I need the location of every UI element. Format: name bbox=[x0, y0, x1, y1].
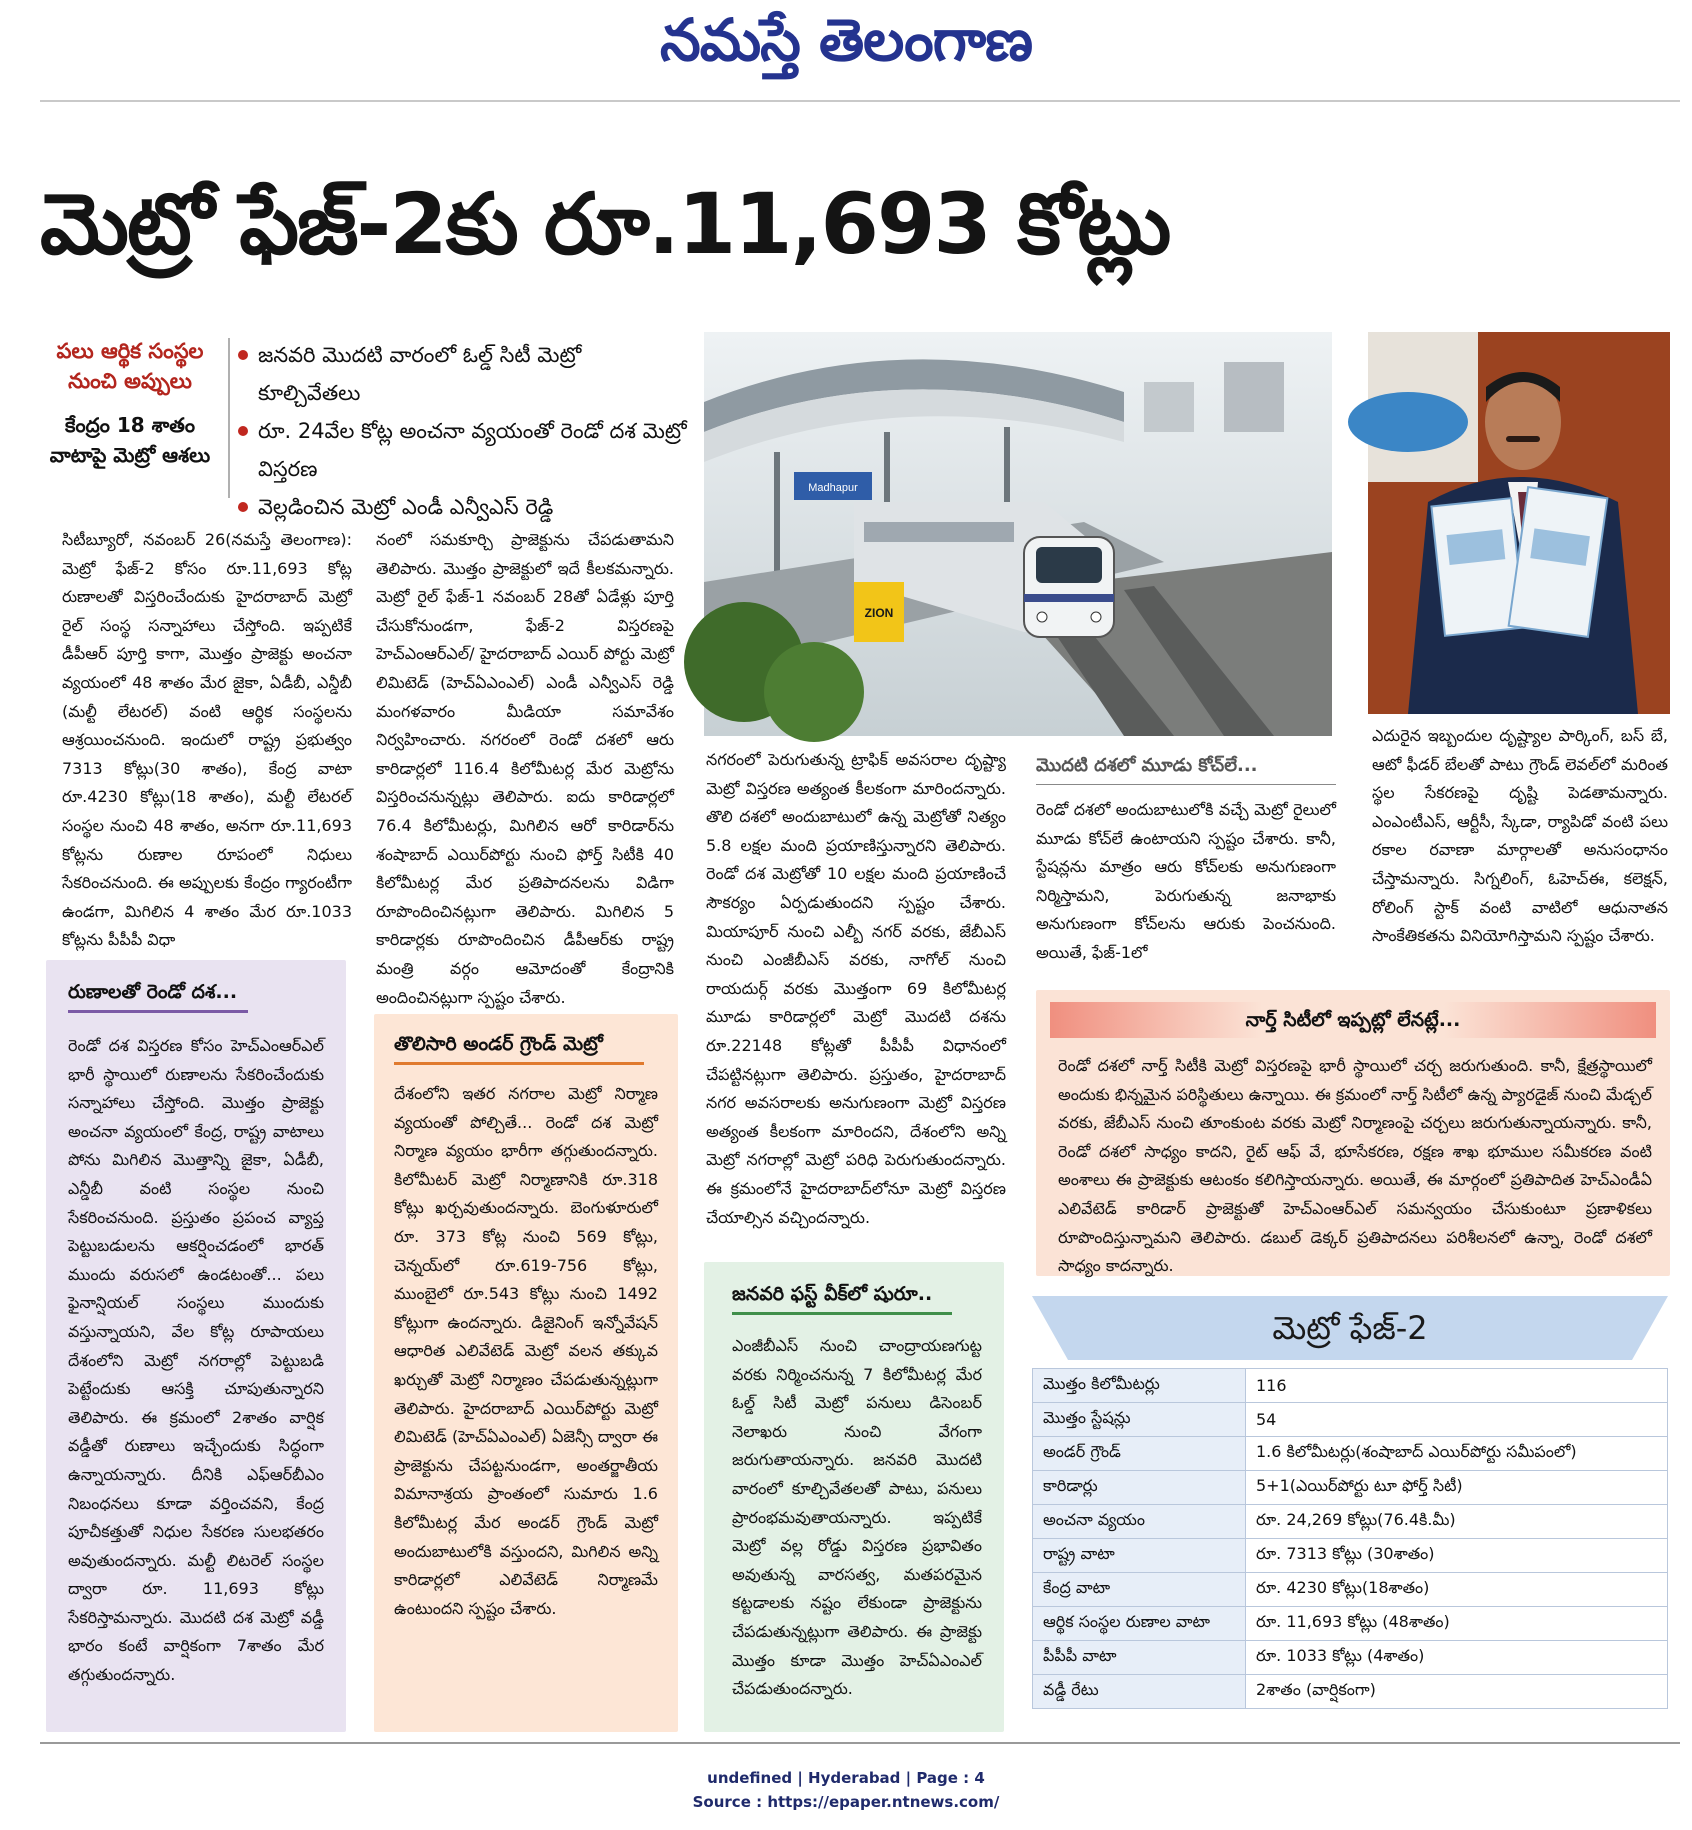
kicker: పలు ఆర్థిక సంస్థల నుంచి అప్పులు bbox=[56, 339, 204, 393]
phase2-table bbox=[1032, 1368, 1668, 1709]
footer-source: Source : https://epaper.ntnews.com/ bbox=[692, 1793, 1000, 1811]
bullet-item: జనవరి మొదటి వారంలో ఓల్డ్ సిటీ మెట్రో కూల్చివేతలు bbox=[238, 336, 688, 412]
metro-train-photo bbox=[704, 332, 1332, 736]
kicker-block bbox=[40, 336, 220, 470]
portrait-caption: ఎదురైన ఇబ్బందుల దృష్ట్యాల పార్కింగ్, బస్ బే, ఆటో ఫీడర్ బేలతో పాటు గ్రౌండ్ లెవల్‌లో మరింత స్థల సేకరణపై దృష్టి పెడతామన్నారు. ఎంఎంటీఎస్, ఆర్టీసీ, స్కేడా, ర్యాపిడో వంటి పలు రకాల రవాణా మార్గాలతో అనుసంధానం చేస్తామన్నారు. సిగ్నలింగ్, ఓహెచ్ఈ, కలెక్షన్, రోలింగ్ స్టాక్ వంటి వాటిలో ఆధునాతన సాంకేతికతను వినియోగిస్తామని స్పష్టం చేశారు. bbox=[1372, 726, 1668, 946]
portrait-image bbox=[1368, 332, 1670, 714]
bullet-dot-icon bbox=[238, 426, 248, 436]
january-box bbox=[704, 1262, 1004, 1732]
table-row: ఆర్థిక సంస్థల రుణాల వాటా రూ. 11,693 కోట్లు (48శాతం) bbox=[1033, 1607, 1668, 1641]
masthead-divider bbox=[40, 100, 1680, 102]
table-row: వడ్డీ రేటు 2శాతం (వార్షికంగా) bbox=[1033, 1675, 1668, 1709]
underground-box-title: తొలిసారి అండర్ గ్రౌండ్ మెట్రో bbox=[394, 1033, 603, 1055]
underground-box bbox=[374, 1014, 678, 1732]
bullet-dot-icon bbox=[238, 502, 248, 512]
footer-page-info: undefined | Hyderabad | Page : 4 bbox=[707, 1769, 985, 1787]
metro-train-image bbox=[704, 332, 1332, 736]
table-row: కేంద్ర వాటా రూ. 4230 కోట్లు(18శాతం) bbox=[1033, 1573, 1668, 1607]
masthead-logo: నమస్తే తెలంగాణ bbox=[660, 6, 1032, 74]
body-column-3: నగరంలో పెరుగుతున్న ట్రాఫిక్ అవసరాల దృష్ట్యా మెట్రో విస్తరణ అత్యంత కీలకంగా మారిందన్నారు. తొలి దశలో అందుబాటులో ఉన్న మెట్రోతో నిత్యం 5.8 లక్షల మంది ప్రయాణిస్తున్నారని తెలిపారు. రెండో దశ మెట్రోతో 10 లక్షల మంది ప్రయాణించే సౌకర్యం ఏర్పడుతుందని స్పష్టం చేశారు. మియాపూర్ నుంచి ఎల్బీ నగర్ వరకు, జేబీఎస్ నుంచి ఎంజీబీఎస్ వరకు, నాగోల్ నుంచి రాయదుర్గ్ వరకు మొత్తంగా 69 కిలోమీటర్ల మూడు కారిడార్లలో మెట్రో మొదటి దశను రూ.22148 కోట్లతో పీపీపీ విధానంలో చేపట్టినట్లుగా తెలిపారు. ప్రస్తుతం, హైదరాబాద్ నగర అవసరాలకు అనుగుణంగా మెట్రో విస్తరణ అత్యంత కీలకంగా మారిందని, దేశంలోని అన్ని మెట్రో నగరాల్లో మెట్రో పరిధి పెరుగుతుందన్నారు. ఈ క్రమంలోనే హైదరాబాద్‌లోనూ మెట్రో విస్తరణ చేయాల్సిన వచ్చిందన్నారు. bbox=[706, 750, 1006, 1227]
bullet-dot-icon bbox=[238, 350, 248, 360]
loans-box-underline bbox=[68, 1010, 248, 1013]
north-city-box-text: రెండో దశలో నార్త్ సిటీకి మెట్రో విస్తరణపై భారీ స్థాయిలో చర్చ జరుగుతుంది. కానీ, క్షేత్రస్థాయిలో అందుకు భిన్నమైన పరిస్థితులు ఉన్నాయి. ఈ క్రమంలో నార్త్ సిటీలో ఉన్న ప్యారడైజ్ నుంచి మేడ్చల్ వరకు, జేబీఎస్ నుంచి తూంకుంట వరకు మెట్రో నిర్మాణంపై చర్చలు జరుగుతున్నాయన్నారు. కానీ, రెండో దశలో సాధ్యం కాదని, రైట్ ఆఫ్ వే, భూసేకరణ, రక్షణ శాఖ భూముల సమీకరణ వంటి అంశాలు ఈ ప్రాజెక్టుకు ఆటంకం కలిగిస్తాయన్నారు. అయితే, ఈ మార్గంలో ప్రతిపాదిత హెచ్ఎండీఏ ఎలివేటెడ్ కారిడార్ ప్రాజెక్టుతో హెచ్ఎంఆర్ఎల్ సమన్వయం చేసుకుంటూ ప్రణాళికలు రూపొందిస్తున్నామని తెలిపారు. డబుల్ డెక్కర్ ప్రతిపాదనలు పరిశీలనలో ఉన్నా, రెండో దశలో సాధ్యం కాదన్నారు. bbox=[1058, 1056, 1652, 1276]
headline: మెట్రో ఫేజ్-2కు రూ.11,693 కోట్లు bbox=[40, 175, 1170, 273]
body-column-2: నంలో సమకూర్చి ప్రాజెక్టును చేపడుతామని తెలిపారు. మొత్తం ప్రాజెక్టులో ఇదే కీలకమన్నారు. మెట్రో రైల్ ఫేజ్-1 నవంబర్ 28తో ఏడేళ్లు పూర్తి చేసుకోనుండగా, ఫేజ్-2 విస్తరణపై హెచ్ఎంఆర్ఎల్/ హైదరాబాద్ ఎయిర్ పోర్టు మెట్రో లిమిటెడ్ (హెచ్ఏఎంఎల్) ఎండీ ఎన్వీఎస్ రెడ్డి మంగళవారం మీడియా సమావేశం నిర్వహించారు. నగరంలో రెండో దశలో ఆరు కారిడార్లలో 116.4 కిలోమీటర్ల మేర మెట్రోను విస్తరించనున్నట్లు తెలిపారు. ఐదు కారిడార్లలో 76.4 కిలోమీటర్లు, మిగిలిన ఆరో కారిడార్‌ను శంషాబాద్ ఎయిర్‌పోర్టు నుంచి ఫోర్త్ సిటీకి 40 కిలోమీటర్ల మేర ప్రతిపాదనలను విడిగా రూపొందించినట్లుగా తెలిపారు. మిగిలిన 5 కారిడార్లకు రూపొందించిన డీపీఆర్‌కు రాష్ట్ర మంత్రి వర్గం ఆమోదంతో కేంద్రానికి అందించినట్లుగా స్పష్టం చేశారు. bbox=[376, 530, 674, 1007]
md-portrait-photo bbox=[1368, 332, 1670, 714]
station-sign-label: Madhapur bbox=[808, 482, 858, 494]
footer-divider bbox=[40, 1742, 1680, 1744]
table-row: అండర్ గ్రౌండ్ 1.6 కిలోమీటర్లు(శంషాబాద్ ఎయిర్‌పోర్టు సమీపంలో) bbox=[1033, 1437, 1668, 1471]
loans-box-title: రుణాలతో రెండో దశ... bbox=[68, 981, 238, 1003]
table-row: మొత్తం కిలోమీటర్లు 116 bbox=[1033, 1369, 1668, 1403]
table-row: మొత్తం స్టేషన్లు 54 bbox=[1033, 1403, 1668, 1437]
underground-box-text: దేశంలోని ఇతర నగరాల మెట్రో నిర్మాణ వ్యయంతో పోల్చితే... రెండో దశ మెట్రో నిర్మాణ వ్యయం భారీగా తగ్గుతుందన్నారు. కిలోమీటర్ మెట్రో నిర్మాణానికి రూ.318 కోట్లు ఖర్చవుతుందన్నారు. బెంగుళూరులో రూ. 373 కోట్ల నుంచి 569 కోట్లు, చెన్నయ్‌లో రూ.619-756 కోట్లు, ముంబైలో రూ.543 కోట్లు నుంచి 1492 కోట్లుగా ఉందన్నారు. డిజైనింగ్ ఇన్నోవేషన్ ఆధారిత ఎలివేటెడ్ మెట్రో వలన తక్కువ ఖర్చుతో మెట్రో నిర్మాణం చేపడుతున్నట్లుగా తెలిపారు. హైదరాబాద్ ఎయిర్‌పోర్టు మెట్రో లిమిటెడ్ (హెచ్ఏఎంఎల్) ఏజెన్సీ ద్వారా ఈ ప్రాజెక్టును చేపట్టనుండగా, అంతర్జాతీయ విమానాశ్రయ ప్రాంతంలో సుమారు 1.6 కిలోమీటర్ల మేర అండర్ గ్రౌండ్ మెట్రో అందుబాటులోకి వస్తుందని, మిగిలిన అన్ని కారిడార్లలో ఎలివేటెడ్ నిర్మాణమే ఉంటుందని స్పష్టం చేశారు. bbox=[394, 1084, 658, 1618]
coach-text: రెండో దశలో అందుబాటులోకి వచ్చే మెట్రో రైలులో మూడు కోచ్‌లే ఉంటాయని స్పష్టం చేశారు. కానీ, స్టేషన్లను మాత్రం ఆరు కోచ్‌లకు అనుగుణంగా నిర్మిస్తామని, పెరుగుతున్న జనాభాకు అనుగుణంగా కోచ్‌లను ఆరుకు పెంచనుంది. అయితే, ఫేజ్-1లో bbox=[1036, 800, 1336, 962]
bullet-item: వెల్లడించిన మెట్రో ఎండీ ఎన్వీఎస్ రెడ్డి bbox=[238, 488, 688, 526]
loans-box-text: రెండో దశ విస్తరణ కోసం హెచ్ఎంఆర్ఎల్ భారీ స్థాయిలో రుణాలను సేకరించేందుకు సన్నాహాలు చేస్తోంది. మొత్తం ప్రాజెక్టు అంచనా వ్యయంలో కేంద్ర, రాష్ట్ర వాటాలు పోను మిగిలిన మొత్తాన్ని జైకా, ఏడీబీ, ఎన్డీబీ వంటి సంస్థల నుంచి సేకరించనుంది. ప్రస్తుతం ప్రపంచ వ్యాప్త పెట్టుబడులను ఆకర్షించడంలో భారత్ ముందు వరుసలో ఉండటంతో... పలు ఫైనాన్షియల్ సంస్థలు ముందుకు వస్తున్నాయని, వేల కోట్ల రూపాయలు దేశంలోని మెట్రో నగరాల్లో పెట్టుబడి పెట్టేందుకు ఆసక్తి చూపుతున్నారని తెలిపారు. ఈ క్రమంలో 2శాతం వార్షిక వడ్డీతో రుణాలు ఇచ్చేందుకు సిద్ధంగా ఉన్నాయన్నారు. దీనికి ఎఫ్ఆర్‌బీఎం నిబంధనలు కూడా వర్తించవని, కేంద్ర పూచీకత్తుతో నిధుల సేకరణ సులభతరం అవుతుందన్నారు. మల్టీ లిటరెల్ సంస్థల ద్వారా రూ. 11,693 కోట్లు సేకరిస్తామన్నారు. మొదటి దశ మెట్రో వడ్డీ భారం కంటే వార్షికంగా 7శాతం మేర తగ్గుతుందన్నారు. bbox=[68, 1036, 324, 1685]
underground-box-underline bbox=[394, 1062, 644, 1065]
north-city-box bbox=[1036, 990, 1670, 1276]
table-row: కారిడార్లు 5+1(ఎయిర్‌పోర్టు టూ ఫోర్త్ సిటీ) bbox=[1033, 1471, 1668, 1505]
table-row: అంచనా వ్యయం రూ. 24,269 కోట్లు(76.4కి.మీ) bbox=[1033, 1505, 1668, 1539]
coach-subhead: మొదటి దశలో మూడు కోచ్‌లే... bbox=[1036, 752, 1336, 785]
bullet-list bbox=[238, 336, 688, 526]
subkicker: కేంద్రం 18 శాతం వాటాపై మెట్రో ఆశలు bbox=[49, 413, 211, 467]
january-box-text: ఎంజీబీఎస్ నుంచి చాంద్రాయణగుట్ట వరకు నిర్మించనున్న 7 కిలోమీటర్ల మేర ఓల్డ్ సిటీ మెట్రో పనులు డిసెంబర్ నెలాఖరు నుంచి వేగంగా జరుగుతాయన్నారు. జనవరి మొదటి వారంలో కూల్చివేతలతో పాటు, పనులు ప్రారంభమవుతాయన్నారు. ఇప్పటికే మెట్రో వల్ల రోడ్డు విస్తరణ ప్రభావితం అవుతున్న వారసత్వ, మతపరమైన కట్టడాలకు నష్టం లేకుండా ప్రాజెక్టును చేపడుతున్నట్లుగా తెలిపారు. ఈ ప్రాజెక్టు మొత్తం కూడా మొత్తం హెచ్ఏఎంఎల్ చేపడుతుందన్నారు. bbox=[732, 1336, 982, 1699]
table-title: మెట్రో ఫేజ్-2 bbox=[1272, 1309, 1428, 1347]
loans-box bbox=[46, 960, 346, 1732]
january-box-title: జనవరి ఫస్ట్ వీక్‌లో షురూ.. bbox=[732, 1283, 933, 1305]
january-box-underline bbox=[732, 1312, 952, 1315]
billboard-label: ZION bbox=[864, 606, 894, 620]
table-row: పీపీపీ వాటా రూ. 1033 కోట్లు (4శాతం) bbox=[1033, 1641, 1668, 1675]
kicker-divider bbox=[228, 338, 230, 498]
table-row: రాష్ట్ర వాటా రూ. 7313 కోట్లు (30శాతం) bbox=[1033, 1539, 1668, 1573]
body-column-1: సిటీబ్యూరో, నవంబర్ 26(నమస్తే తెలంగాణ): మెట్రో ఫేజ్-2 కోసం రూ.11,693 కోట్ల రుణాలతో విస్తరించేందుకు హైదరాబాద్ మెట్రో రైల్ సంస్థ సన్నాహాలు చేస్తోంది. ఇప్పటికే డీపీఆర్ పూర్తి కాగా, మొత్తం ప్రాజెక్టు అంచనా వ్యయంలో 48 శాతం మేర జైకా, ఏడీబీ, ఎన్డీబీ (మల్టీ లేటరల్) వంటి ఆర్థిక సంస్థలను ఆశ్రయించనుంది. ఇందులో రాష్ట్ర ప్రభుత్వం 7313 కోట్లు(30 శాతం), కేంద్ర వాటా రూ.4230 కోట్లు(18 శాతం), మల్టీ లేటరల్ సంస్థల నుంచి 48 శాతం, అనగా రూ.11,693 కోట్లను రుణాల రూపంలో నిధులు సేకరించనుంది. ఈ అప్పులకు కేంద్రం గ్యారంటీగా ఉండగా, మిగిలిన 4 శాతం మేర రూ.1033 కోట్లను పీపీపీ విధా bbox=[62, 530, 352, 950]
bullet-item: రూ. 24వేల కోట్ల అంచనా వ్యయంతో రెండో దశ మెట్రో విస్తరణ bbox=[238, 412, 688, 488]
phase2-table-block bbox=[1032, 1296, 1668, 1709]
north-city-box-title: నార్త్ సిటీలో ఇప్పట్లో లేనట్లే... bbox=[1245, 1009, 1461, 1031]
